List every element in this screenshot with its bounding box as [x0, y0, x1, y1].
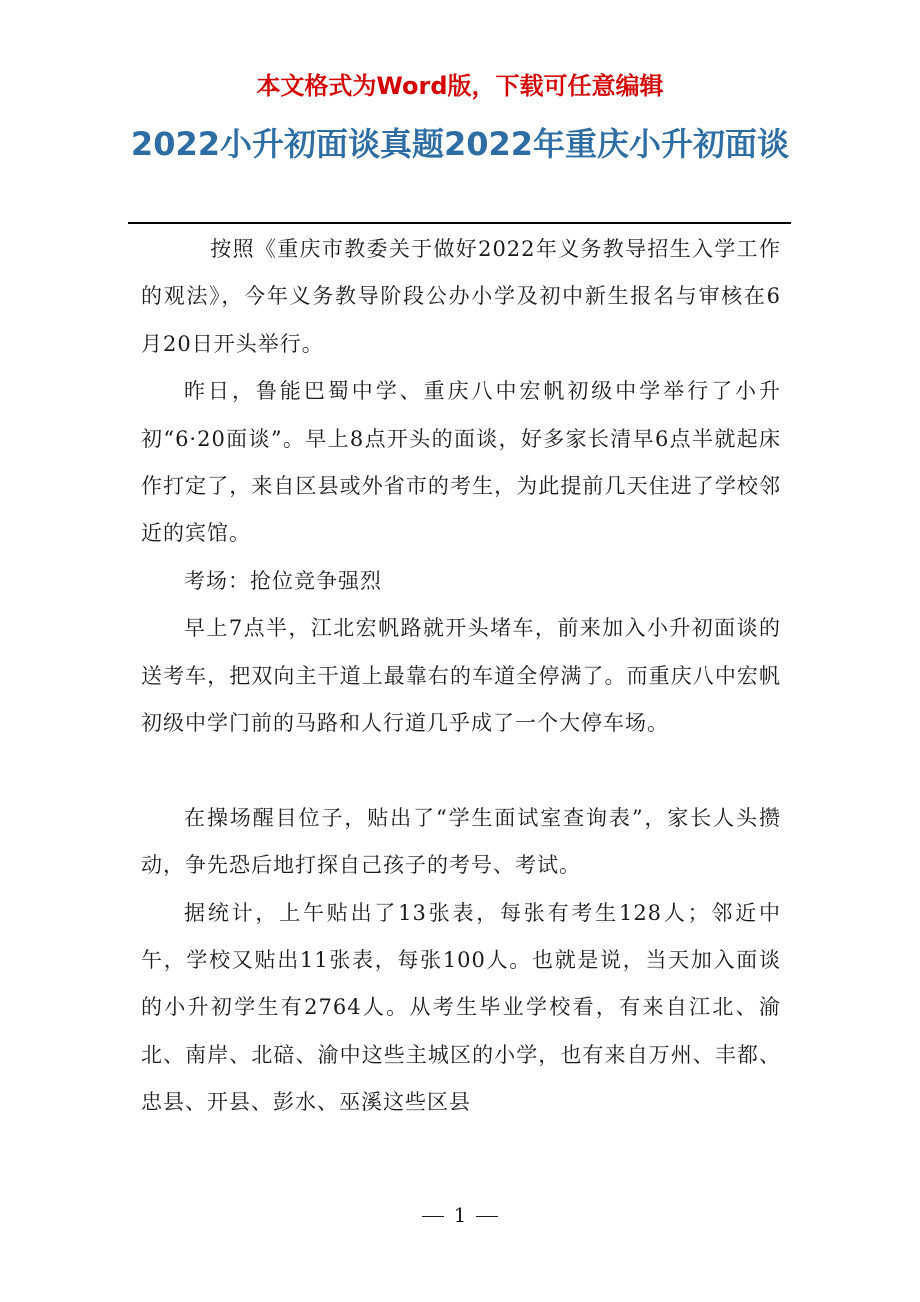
page-footer [0, 1200, 920, 1230]
footer-dash-right [476, 1216, 498, 1217]
paragraph-statistics: 据统计，上午贴出了13张表，每张有考生128人；邻近中午，学校又贴出11张表，每张100人。也就是说，当天加入面谈的小升初学生有2764人。从考生毕业学校看，有来自江北、渝北、南岸、北碚、渝中这些主城区的小学，也有来自万州、丰都、忠县、开县、彭水、巫溪这些区县 [141, 900, 781, 1115]
page-number: 1 [453, 1203, 467, 1227]
title-divider [128, 222, 791, 224]
format-notice-banner: 本文格式为Word版，下载可任意编辑 [256, 72, 664, 100]
footer-dash-left [422, 1216, 444, 1217]
document-body [141, 226, 781, 1127]
paragraph-interview: 昨日，鲁能巴蜀中学、重庆八中宏帆初级中学举行了小升初“6·20面谈”。早上8点开头的面谈，好多家长清早6点半就起床作打定了，来自区县或外省市的考生，为此提前几天住进了学校邻近的宾馆。 [141, 379, 781, 546]
section-heading: 考场：抢位竞争强烈 [184, 568, 383, 593]
paragraph-notice-board: 在操场醒目位子，贴出了“学生面试室查询表”，家长人头攒动，争先恐后地打探自己孩子的考号、考试。 [141, 805, 781, 878]
paragraph-gap [141, 747, 781, 794]
paragraph-intro: 按照《重庆市教委关于做好2022年义务教导招生入学工作的观法》，今年义务教导阶段公办小学及初中新生报名与审核在6月20日开头举行。 [141, 237, 781, 356]
paragraph-traffic: 早上7点半，江北宏帆路就开头堵车，前来加入小升初面谈的送考车，把双向主干道上最靠右的车道全停满了。而重庆八中宏帆初级中学门前的马路和人行道几乎成了一个大停车场。 [141, 616, 781, 736]
document-title: 2022小升初面谈真题2022年重庆小升初面谈 [130, 125, 790, 163]
